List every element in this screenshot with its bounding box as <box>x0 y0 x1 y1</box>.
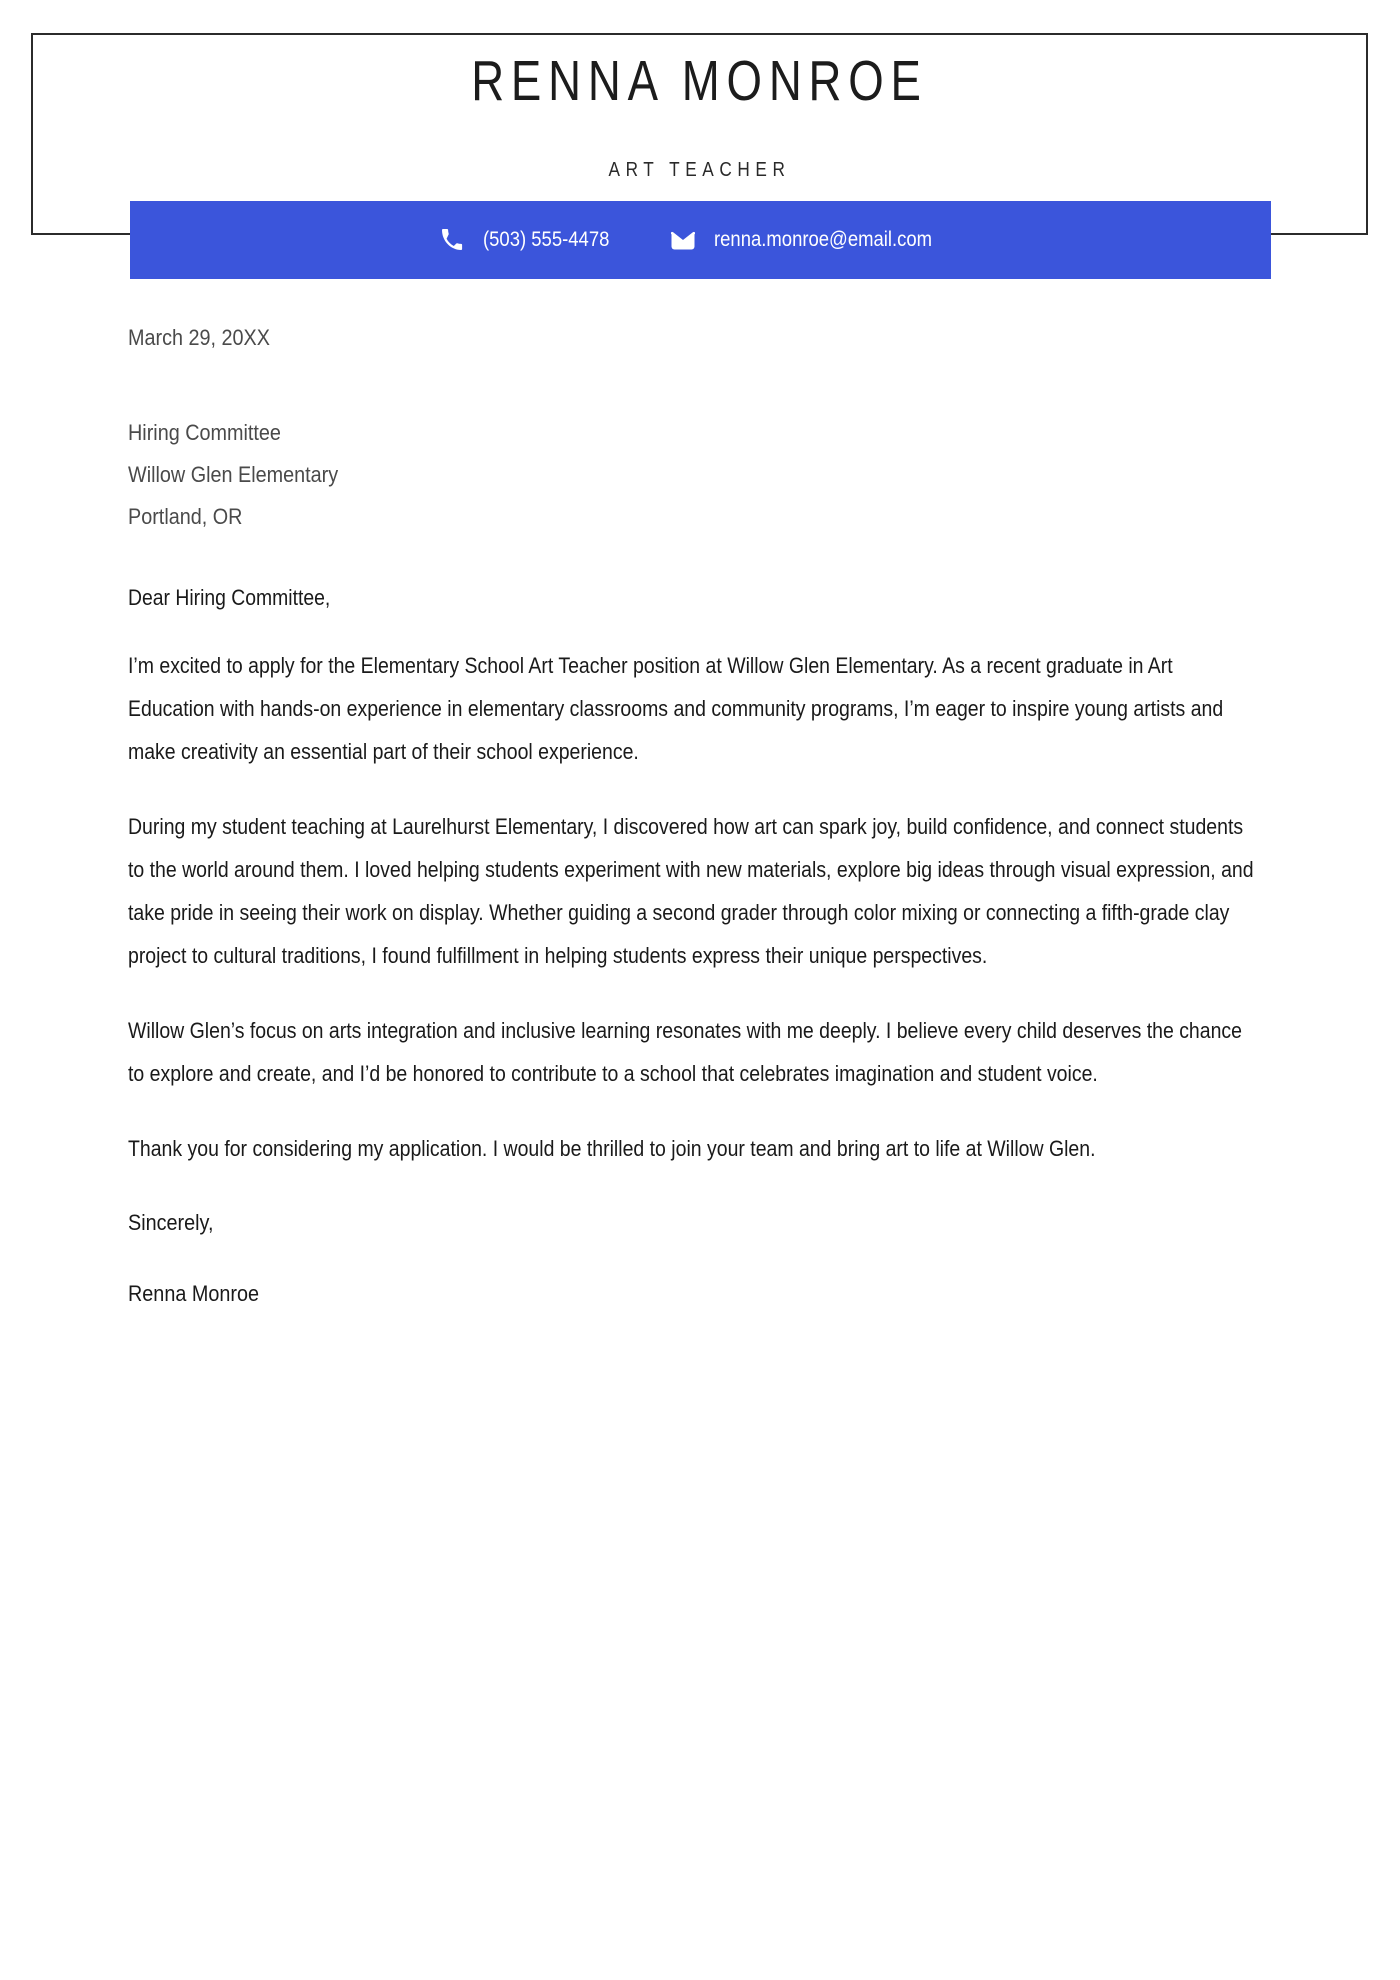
email-address: renna.monroe@email.com <box>714 228 933 251</box>
recipient-line: Hiring Committee <box>128 420 281 446</box>
closing-line: Sincerely, <box>128 1209 214 1235</box>
body-paragraph: Thank you for considering my application. I would be thrilled to join your team and bring art to life at Willow Glen. <box>128 1135 1096 1161</box>
letter-body <box>128 325 1278 1308</box>
contact-item-email[interactable] <box>670 227 962 253</box>
recipient-line: Portland, OR <box>128 504 243 530</box>
body-paragraph: During my student teaching at Laurelhurst Elementary, I discovered how art can spark joy, build confidence, and connect students to the world around them. I loved helping students experiment with new materials, explore big ideas through visual expression, and take pride in seeing their work on display. Whether guiding a second grader through color mixing or connecting a fifth-grade clay project to cultural traditions, I found fulfillment in helping students express their unique perspectives. <box>128 813 1254 968</box>
body-paragraphs <box>128 644 1278 1170</box>
recipient-block <box>128 412 1278 538</box>
contact-item-phone[interactable] <box>439 227 627 253</box>
envelope-icon <box>670 227 696 253</box>
signoff-block <box>128 1210 1278 1308</box>
phone-number: (503) 555-4478 <box>482 228 610 251</box>
body-paragraph: Willow Glen’s focus on arts integration and inclusive learning resonates with me deeply. I believe every child deserves the chance to explore and create, and I’d be honored to contribute to a school that celebrates imagination and student voice. <box>128 1017 1242 1086</box>
signature-name: Renna Monroe <box>128 1281 259 1307</box>
phone-icon <box>439 227 465 253</box>
letter-date: March 29, 20XX <box>128 325 270 350</box>
role-subtitle: ART TEACHER <box>608 159 791 181</box>
salutation: Dear Hiring Committee, <box>128 585 331 611</box>
page-title: RENNA MONROE <box>471 49 928 113</box>
contact-bar <box>130 201 1271 279</box>
body-paragraph: I’m excited to apply for the Elementary School Art Teacher position at Willow Glen Elementary. As a recent graduate in Art Education with hands-on experience in elementary classrooms and community programs, I’m eager to inspire young artists and make creativity an essential part of their school experience. <box>128 652 1224 764</box>
recipient-line: Willow Glen Elementary <box>128 462 339 488</box>
